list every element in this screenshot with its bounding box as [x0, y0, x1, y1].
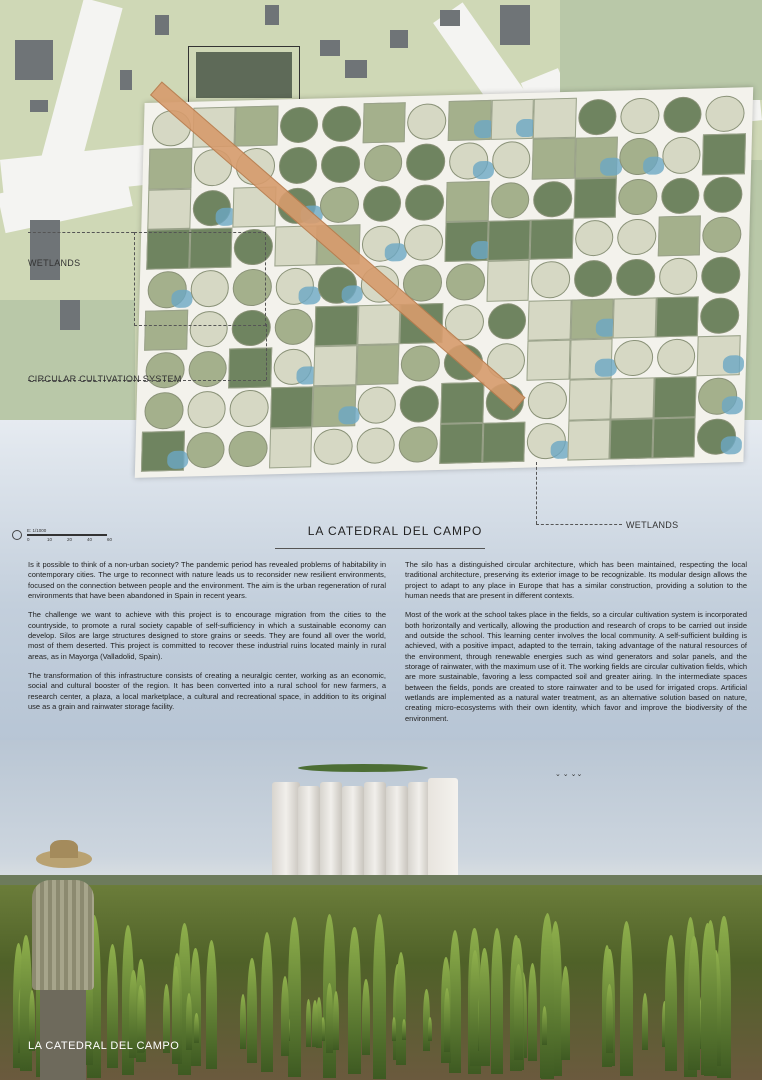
corn-plant	[642, 993, 648, 1050]
corn-plant	[261, 932, 273, 1072]
corn-plant	[620, 921, 633, 1076]
circular-field	[656, 338, 696, 375]
square-field	[486, 260, 530, 301]
rainwater-pond	[472, 160, 494, 179]
building	[345, 60, 367, 78]
square-field	[613, 297, 657, 338]
scale-tick-label: 0	[27, 537, 30, 542]
rainwater-pond	[722, 396, 744, 415]
green-area	[560, 0, 762, 100]
corn-plant	[288, 917, 301, 1077]
wetlands-callout-box	[134, 232, 266, 326]
corn-plant	[491, 928, 503, 1074]
square-field	[568, 379, 612, 420]
corn-plant	[561, 966, 570, 1060]
corn-plant	[396, 952, 406, 1065]
corn-plant	[479, 948, 490, 1067]
circular-field	[490, 182, 530, 219]
circular-field	[700, 297, 740, 334]
paragraph: The silo has a distinguished circular architecture, which has been maintained, respecting the local traditional architecture, preserving its exterior image to be recognizable. Its modular design allows the project to adapt to any place in Europe that has a similar construction, providing a solution to the human needs that are present in different contexts.	[405, 560, 747, 601]
scale-tick-label: 20	[67, 537, 73, 542]
building	[440, 10, 460, 26]
corn-plant	[247, 958, 257, 1063]
building	[15, 40, 53, 80]
square-field	[652, 417, 696, 458]
corn-plant	[541, 913, 555, 1079]
square-field	[655, 296, 699, 337]
circular-field	[617, 219, 657, 256]
circular-field	[446, 263, 486, 300]
square-field	[235, 106, 279, 147]
birds-icon: ⌄ ⌄ ⌄⌄	[555, 771, 583, 778]
perspective-render	[0, 740, 762, 1080]
square-field	[439, 422, 483, 463]
circular-field	[701, 257, 741, 294]
scale-ratio: E: 1/1000	[27, 528, 47, 533]
square-field	[611, 378, 655, 419]
paragraph: Most of the work at the school takes place in the fields, so a circular cultivation system is incorporated both horizontally and vertically, allowing the production and research of crops to be carried out inside and outside the school. This learning center involves the local community. A self-sufficient building is achieved, with a positive impact, adapted to the terrain, taking advantage of the natural resources of the environment, through renewable energies such as wind generators and solar panels, and the storage of rainwater, with the maximum use of it. The working fields are circular cultivation fields, which are more sustainable, favoring a less compacted soil and greater airing. In the intermediate spaces between the fields, ponds are created to store rainwater and to be used for irrigated crops. Artificial wetlands are implemented as a natural water treatment, as an alternative solution based on nature, creating micro-ecosystems with their own identity, which favor and improve the biodiversity of the environment.	[405, 610, 747, 723]
title-underline	[275, 548, 485, 549]
circular-field	[616, 259, 656, 296]
square-field	[446, 181, 490, 222]
circular-field	[187, 391, 227, 428]
circular-field	[614, 339, 654, 376]
circular-field	[662, 137, 702, 174]
circular-cultivation-label: CIRCULAR CULTIVATION SYSTEM	[28, 374, 182, 384]
scale-tick-label: 40	[87, 537, 93, 542]
scale-tick-label: 10	[47, 537, 53, 542]
building	[500, 5, 530, 45]
circular-field	[357, 386, 397, 423]
scale-tick-label: 60	[107, 537, 113, 542]
circular-field	[322, 105, 362, 142]
corn-plant	[704, 920, 717, 1077]
corn-plant	[240, 994, 246, 1049]
square-field	[533, 98, 577, 139]
corn-plant	[194, 1013, 199, 1042]
corn-plant	[348, 927, 360, 1073]
square-field	[567, 419, 611, 460]
corn-plant	[333, 991, 340, 1050]
circular-field	[279, 106, 319, 143]
project-title: LA CATEDRAL DEL CAMPO	[307, 524, 483, 538]
circular-field	[574, 220, 614, 257]
rainwater-pond	[338, 406, 360, 425]
circular-field	[405, 184, 445, 221]
description-right-column	[405, 560, 747, 733]
building	[320, 40, 340, 56]
circular-field	[313, 428, 353, 465]
corn-plant	[428, 1017, 432, 1041]
circular-field	[487, 302, 527, 339]
circular-field	[363, 145, 403, 182]
circular-field	[618, 178, 658, 215]
circular-field	[320, 186, 360, 223]
square-field	[530, 219, 574, 260]
corn-plant	[606, 984, 613, 1053]
rainwater-pond	[167, 450, 189, 469]
circular-field	[404, 224, 444, 261]
callout-leader	[266, 324, 267, 380]
corn-plant	[528, 963, 537, 1060]
silo-highlight-box	[188, 46, 300, 106]
corn-plant	[373, 914, 387, 1078]
circular-field	[362, 185, 402, 222]
corn-plant	[306, 999, 312, 1047]
square-field	[270, 387, 314, 428]
trousers	[40, 990, 86, 1080]
square-field	[528, 299, 572, 340]
square-field	[147, 188, 191, 229]
circular-field	[406, 143, 446, 180]
square-field	[357, 304, 401, 345]
paragraph: The challenge we want to achieve with this project is to encourage migration from the cities to the countryside, to promote a rural society capable of self-sufficiency in which a sustainable economy can develop. Silos are large structures designed to store grains or seeds. They are found all over the world, most of them deserted. This project is committed to recover these industrial ruins located mainly in rural areas, as in Mayorga (Valladolid, Spain).	[28, 610, 386, 661]
circular-field	[399, 426, 439, 463]
paragraph: Is it possible to think of a non-urban society? The pandemic period has revealed problems of habitability in contemporary cities. The urge to reconnect with nature leads us to reconsider new resilient environments, focused on the connection between people and the environment. The aim is the urban regeneration of rural environments that have been abandoned in Spain in recent years.	[28, 560, 386, 601]
corn-plant	[449, 930, 461, 1072]
rainwater-pond	[723, 355, 745, 374]
square-field	[653, 377, 697, 418]
bottom-caption: LA CATEDRAL DEL CAMPO	[28, 1040, 180, 1052]
square-field	[658, 215, 702, 256]
building	[155, 15, 169, 35]
circular-field	[407, 103, 447, 140]
circular-field	[659, 258, 699, 295]
square-field	[315, 305, 359, 346]
plaid-shirt	[32, 880, 94, 990]
circular-field	[528, 382, 568, 419]
corn-plant	[281, 976, 289, 1056]
building	[120, 70, 132, 90]
square-field	[314, 345, 358, 386]
circular-field	[661, 177, 701, 214]
circular-field	[321, 146, 361, 183]
circular-field	[578, 99, 618, 136]
building	[60, 300, 80, 330]
circular-field	[144, 392, 184, 429]
callout-leader	[28, 232, 134, 233]
circular-field	[356, 427, 396, 464]
rainwater-pond	[643, 156, 665, 175]
square-field	[482, 421, 526, 462]
paragraph: The transformation of this infrastructure consists of creating a neuralgic center, working as an economic, social and cultural booster of the region. It has been converted into a rural school for new farmers, a research center, a plaza, a local marketplace, a cultural and recreational space, in addition to its original use as a grain and rainwater storage facility.	[28, 671, 386, 712]
circular-field	[401, 345, 441, 382]
scale-bar	[12, 528, 112, 542]
corn-plant	[312, 1000, 318, 1047]
scale-line	[27, 534, 107, 536]
description-left-column	[28, 560, 386, 721]
wetlands-leader	[536, 524, 622, 525]
circular-field	[663, 96, 703, 133]
circular-field	[705, 95, 745, 132]
circular-field	[620, 98, 660, 135]
circular-field	[274, 308, 314, 345]
building	[390, 30, 408, 48]
circular-field	[229, 390, 269, 427]
building	[265, 5, 279, 25]
circular-field	[573, 260, 613, 297]
north-icon	[12, 530, 22, 540]
circular-field	[400, 385, 440, 422]
circular-field	[702, 216, 742, 253]
square-field	[702, 134, 746, 175]
circular-field	[188, 351, 228, 388]
corn-plant	[206, 940, 217, 1070]
building	[30, 220, 60, 280]
wetlands-leader	[536, 462, 537, 524]
square-field	[527, 340, 571, 381]
corn-plants	[0, 740, 762, 1080]
square-field	[356, 344, 400, 385]
circular-field	[228, 430, 268, 467]
building	[30, 100, 48, 112]
hat-crown	[50, 840, 78, 858]
circular-field	[703, 176, 743, 213]
wetlands-label-bottom: WETLANDS	[626, 520, 679, 530]
corn-plant	[665, 935, 677, 1071]
corn-plant	[542, 1006, 547, 1045]
square-field	[610, 418, 654, 459]
rainwater-pond	[341, 285, 363, 304]
square-field	[362, 102, 406, 143]
circular-field	[533, 180, 573, 217]
square-field	[148, 148, 192, 189]
square-field	[532, 138, 576, 179]
circular-field	[278, 147, 318, 184]
square-field	[440, 382, 484, 423]
corn-plant	[688, 936, 700, 1070]
corn-plant	[514, 964, 523, 1060]
square-field	[487, 220, 531, 261]
circular-field	[491, 141, 531, 178]
corn-plant	[362, 979, 370, 1055]
circular-field	[531, 261, 571, 298]
rainwater-pond	[721, 436, 743, 455]
square-field	[573, 177, 617, 218]
square-field	[269, 427, 313, 468]
circular-field	[186, 431, 226, 468]
wetlands-label: WETLANDS	[28, 258, 81, 268]
